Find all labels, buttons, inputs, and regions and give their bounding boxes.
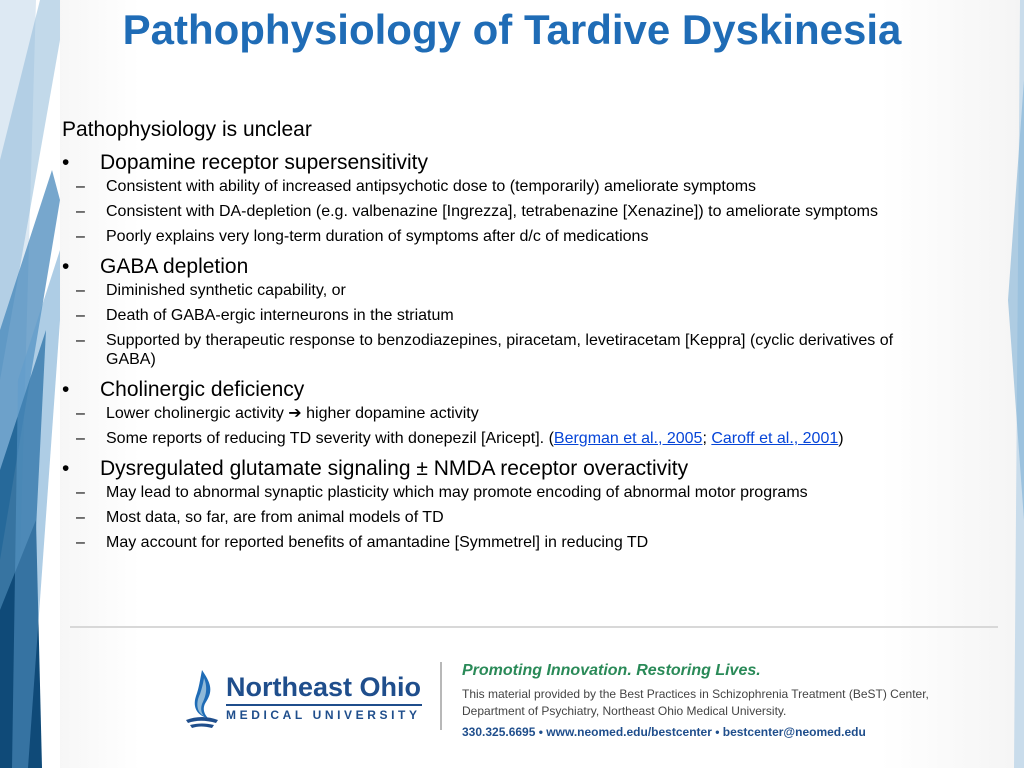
logo-subtitle: MEDICAL UNIVERSITY — [226, 708, 421, 722]
neomed-logo — [180, 668, 440, 730]
bullet-cholinergic — [62, 377, 962, 402]
dash-marker: – — [76, 282, 85, 299]
logo-name: Northeast Ohio — [226, 672, 422, 702]
dash-marker: – — [76, 203, 85, 220]
sub-item: – Lower cholinergic activity ➔ higher dopamine activity — [76, 405, 479, 422]
bullet-text: Dopamine receptor supersensitivity — [100, 151, 428, 174]
bullet-glutamate — [62, 456, 962, 481]
dash-marker: – — [76, 405, 85, 422]
bullet-marker: • — [62, 378, 70, 401]
bullet-dopamine — [62, 150, 962, 175]
sub-item: – Consistent with DA-depletion (e.g. valbenazine [Ingrezza], tetrabenazine [Xenazine]) to ameliorate symptoms — [76, 203, 878, 220]
sub-item: – Diminished synthetic capability, or — [76, 282, 346, 299]
sub-item: – Supported by therapeutic response to benzodiazepines, piracetam, levetiracetam [Keppra] (cyclic derivatives of GABA) — [76, 332, 894, 368]
sub-item: – May lead to abnormal synaptic plasticity which may promote encoding of abnormal motor programs — [76, 484, 808, 501]
sub-item: – Most data, so far, are from animal models of TD — [76, 509, 444, 526]
sub-item: – May account for reported benefits of amantadine [Symmetrel] in reducing TD — [76, 534, 649, 551]
credit-text: This material provided by the Best Practices in Schizophrenia Treatment (BeST) Center, Department of Psychiatry, Northeast Ohio Medical University. — [462, 687, 929, 718]
logo-rule — [226, 704, 422, 706]
dash-marker: – — [76, 534, 85, 551]
bullet-marker: • — [62, 151, 70, 174]
footer-divider — [70, 626, 998, 628]
dash-marker: – — [76, 332, 85, 349]
footer-separator — [440, 662, 442, 730]
intro-text: Pathophysiology is unclear — [62, 118, 312, 141]
bullet-marker: • — [62, 255, 70, 278]
sub-list — [62, 281, 962, 369]
sub-item: – Poorly explains very long-term duration of symptoms after d/c of medications — [76, 228, 649, 245]
slide-title: Pathophysiology of Tardive Dyskinesia — [122, 6, 902, 53]
dash-marker: – — [76, 228, 85, 245]
dash-marker: – — [76, 430, 85, 447]
sub-item-references: – Some reports of reducing TD severity with donepezil [Aricept]. (Bergman et al., 2005; Caroff et al., 2001) — [76, 430, 844, 447]
dash-marker: – — [76, 178, 85, 195]
bullet-gaba — [62, 254, 962, 279]
caroff-2001-link[interactable]: Caroff et al., 2001 — [711, 430, 839, 447]
dash-marker: – — [76, 484, 85, 501]
footer-text — [462, 662, 982, 739]
sub-list — [62, 404, 962, 448]
dash-marker: – — [76, 307, 85, 324]
content-body — [62, 118, 962, 558]
bullet-text: Cholinergic deficiency — [100, 378, 305, 401]
bullet-marker: • — [62, 457, 70, 480]
tagline: Promoting Innovation. Restoring Lives. — [462, 662, 761, 679]
sub-list — [62, 177, 962, 246]
contact-info: 330.325.6695 • www.neomed.edu/bestcenter • bestcenter@neomed.edu — [462, 725, 866, 739]
dash-marker: – — [76, 509, 85, 526]
bergman-2005-link[interactable]: Bergman et al., 2005 — [553, 430, 703, 447]
bullet-text: GABA depletion — [100, 255, 249, 278]
left-decoration — [0, 0, 60, 768]
sub-item: – Death of GABA-ergic interneurons in the striatum — [76, 307, 454, 324]
right-decoration — [1000, 0, 1024, 768]
flame-logo-icon — [180, 668, 224, 730]
sub-list — [62, 483, 962, 552]
sub-item: – Consistent with ability of increased antipsychotic dose to (temporarily) ameliorate symptoms — [76, 178, 757, 195]
bullet-text: Dysregulated glutamate signaling ± NMDA receptor overactivity — [100, 457, 689, 480]
